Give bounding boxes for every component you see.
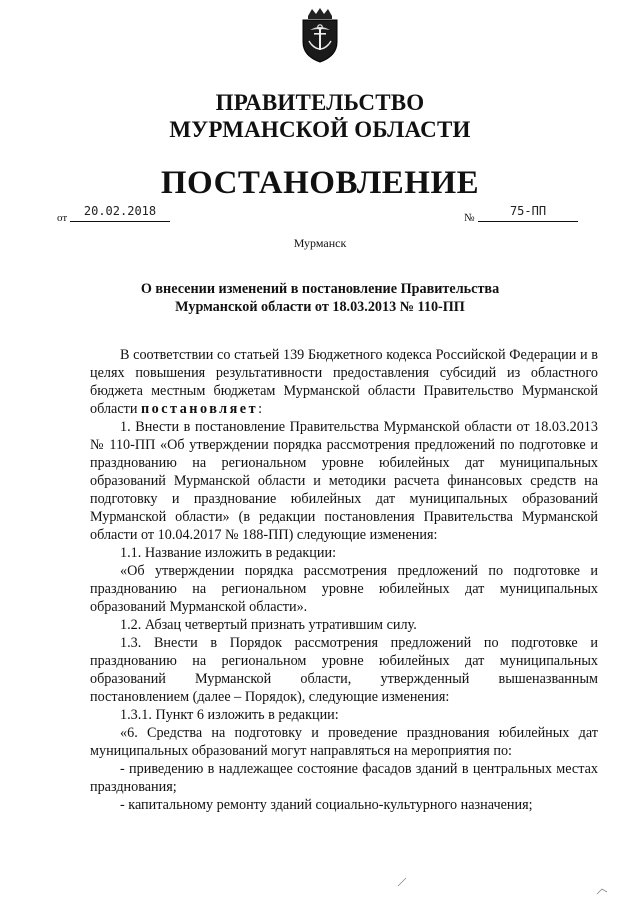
document-date: 20.02.2018 (70, 204, 170, 222)
paragraph-preamble (90, 346, 598, 418)
city-name: Мурманск (293, 236, 347, 250)
number-label: № (464, 212, 475, 224)
paragraph-item-1-3: 1.3. Внести в Порядок рассмотрения предложений по подготовке и празднованию на региональном уровне юбилейных дат муниципальных образований Мурманской области, утвержденный вышеназванным постановлением (далее – Порядок), следующие изменения: (90, 635, 598, 705)
paragraph-bullet-facades: - приведению в надлежащее состояние фасадов зданий в центральных местах празднования; (90, 761, 598, 795)
paragraph-bullet-repair: - капитальному ремонту зданий социально-культурного назначения; (120, 797, 533, 813)
paragraph-item-1-3-1: 1.3.1. Пункт 6 изложить в редакции: (120, 707, 339, 723)
scan-mark-icon (396, 876, 408, 888)
document-type-title: ПОСТАНОВЛЕНИЕ (160, 165, 480, 201)
subject-line1: О внесении изменений в постановление Правительства (140, 281, 500, 297)
document-body (90, 346, 598, 814)
document-number: 75-ПП (478, 204, 578, 222)
document-subject (0, 280, 640, 316)
scan-mark-icon (596, 886, 608, 896)
government-name-line1: ПРАВИТЕЛЬСТВО (215, 90, 425, 115)
paragraph-new-title: «Об утверждении порядка рассмотрения предложений по подготовке и празднованию на региональном уровне юбилейных дат муниципальных образований Мурманской области». (90, 563, 598, 615)
government-name-line2: МУРМАНСКОЙ ОБЛАСТИ (169, 117, 471, 142)
preamble-text: В соответствии со статьей 139 Бюджетного кодекса Российской Федерации и в целях повышения результативности предоставления субсидий из областного бюджета местным бюджетам Мурманской области Правительство Мурманской области (90, 347, 598, 417)
paragraph-item-1: 1. Внести в постановление Правительства Мурманской области от 18.03.2013 № 110-ПП «Об утверждении порядка рассмотрения предложений по подготовке и празднованию на региональном уровне юбилейных дат муниципальных образований Мурманской области и методики расчета финансовых средств на подготовку и празднование юбилейных дат муниципальных образований Мурманской области» (в редакции постановления Правительства Мурманской области от 10.04.2017 № 188-ПП) следующие изменения: (90, 419, 598, 543)
paragraph-point-6: «6. Средства на подготовку и проведение празднования юбилейных дат муниципальных образований могут направляться на мероприятия по: (90, 725, 598, 759)
paragraph-item-1-1: 1.1. Название изложить в редакции: (120, 545, 337, 561)
date-label: от (57, 212, 68, 224)
subject-line2: Мурманской области от 18.03.2013 № 110-ПП (175, 299, 465, 315)
coat-of-arms-icon (298, 6, 342, 64)
preamble-end: : (258, 401, 263, 417)
resolution-keyword: постановляет (140, 401, 259, 417)
paragraph-item-1-2: 1.2. Абзац четвертый признать утратившим силу. (120, 617, 417, 633)
